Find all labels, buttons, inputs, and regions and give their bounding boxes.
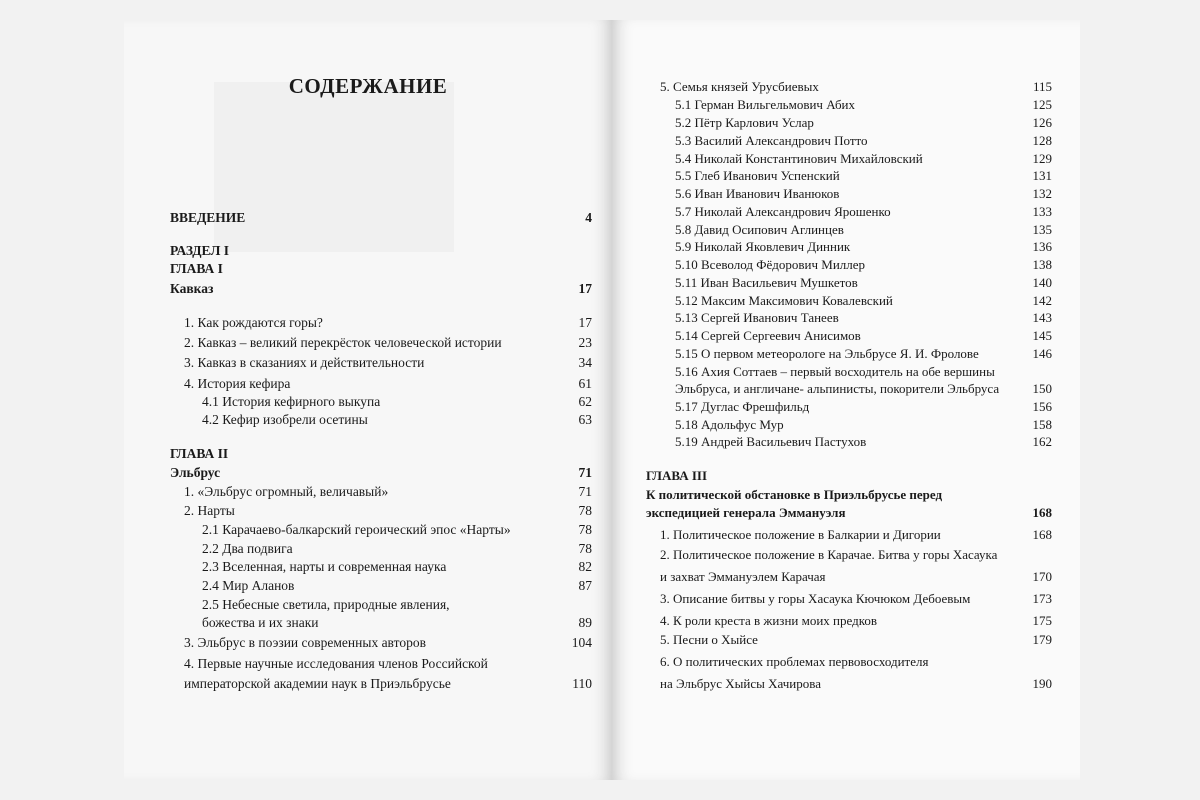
toc-entry-title: 2. Политическое положение в Карачае. Битва у горы Хасаука (660, 547, 998, 562)
toc-entry-title: 3. Эльбрус в поэзии современных авторов (184, 635, 426, 650)
toc-entry-page-number: 179 (1032, 632, 1052, 647)
bleed-through-image (214, 82, 454, 252)
toc-entry-title: Кавказ (170, 281, 214, 296)
toc-entry-title: 5.13 Сергей Иванович Танеев (675, 310, 839, 325)
toc-entry-title: 5.16 Ахия Соттаев – первый восходитель на обе вершины (675, 364, 995, 379)
toc-entry-title: 5.15 О первом метеорологе на Эльбрусе Я. И. Фролове (675, 346, 979, 361)
toc-entry-page-number: 128 (1032, 133, 1052, 148)
toc-entry-page-number: 190 (1032, 676, 1052, 691)
toc-entry-page-number: 71 (578, 465, 592, 480)
toc-entry-page-number: 168 (1032, 527, 1052, 542)
toc-entry-page-number: 146 (1032, 346, 1052, 361)
toc-entry-page-number: 168 (1032, 505, 1052, 520)
toc-entry-title: 5.17 Дуглас Фрешфильд (675, 399, 810, 414)
toc-entry-page-number: 131 (1032, 168, 1052, 183)
toc-entry-page-number: 140 (1032, 275, 1052, 290)
toc-entry-title: К политической обстановке в Приэльбрусье перед (646, 487, 943, 502)
toc-entry-page-number: 78 (578, 522, 592, 537)
toc-entry-title: 5. Песни о Хыйсе (660, 632, 758, 647)
toc-entry-title: 2. Кавказ – великий перекрёсток человеческой истории (184, 335, 502, 350)
toc-entry-page-number: 138 (1032, 257, 1052, 272)
toc-entry-page-number: 63 (578, 412, 592, 427)
toc-entry-page-number: 142 (1032, 293, 1052, 308)
toc-entry-page-number: 17 (578, 281, 592, 296)
toc-entry-title: 5.9 Николай Яковлевич Динник (675, 239, 851, 254)
toc-entry-title: 5.18 Адольфус Мур (675, 417, 784, 432)
toc-entry-title: 5.4 Николай Константинович Михайловский (675, 151, 923, 166)
toc-entry-page-number: 87 (578, 578, 592, 593)
toc-entry-title: 5.6 Иван Иванович Иванюков (675, 186, 840, 201)
toc-entry-title: 4.2 Кефир изобрели осетины (202, 412, 368, 427)
toc-entry-title: РАЗДЕЛ I (170, 243, 230, 258)
toc-entry-page-number: 133 (1032, 204, 1052, 219)
toc-entry-page-number: 89 (578, 615, 592, 630)
left-page (124, 20, 612, 780)
toc-entry-page-number: 61 (578, 376, 592, 391)
toc-entry-title: 5.19 Андрей Васильевич Пастухов (675, 434, 867, 449)
toc-entry-page-number: 62 (578, 394, 592, 409)
toc-entry-title: и захват Эммануэлем Карачая (660, 569, 826, 584)
toc-entry-page-number: 175 (1032, 613, 1052, 628)
toc-entry-page-number: 129 (1032, 151, 1052, 166)
toc-entry-page-number: 78 (578, 541, 592, 556)
toc-entry-title: 4. Первые научные исследования членов Российской (184, 656, 488, 671)
toc-entry-title: ГЛАВА III (646, 468, 708, 483)
toc-entry-title: 2. Нарты (184, 503, 235, 518)
right-page (612, 20, 1080, 780)
toc-entry-title: императорской академии наук в Приэльбрусье (184, 676, 451, 691)
toc-entry-title: Эльбрус (170, 465, 221, 480)
toc-entry-title: 5.5 Глеб Иванович Успенский (675, 168, 840, 183)
toc-entry-title: 2.2 Два подвига (202, 541, 293, 556)
toc-entry-title: 5.1 Герман Вильгельмович Абих (675, 97, 856, 112)
toc-entry-title: 1. Политическое положение в Балкарии и Дигории (660, 527, 941, 542)
toc-entry-page-number: 71 (578, 484, 592, 499)
toc-entry-title: 5.8 Давид Осипович Аглинцев (675, 222, 844, 237)
toc-entry-page-number: 110 (572, 676, 592, 691)
toc-entry-title: 5.7 Николай Александрович Ярошенко (675, 204, 891, 219)
toc-entry-page-number: 150 (1032, 381, 1052, 396)
toc-entry-title: 2.3 Вселенная, нарты и современная наука (202, 559, 447, 574)
toc-entry-page-number: 156 (1032, 399, 1052, 414)
toc-entry-page-number: 170 (1032, 569, 1052, 584)
toc-entry-title: 4. К роли креста в жизни моих предков (660, 613, 878, 628)
toc-entry-page-number: 78 (578, 503, 592, 518)
toc-entry-title: 2.1 Карачаево-балкарский героический эпос «Нарты» (202, 522, 511, 537)
toc-entry-title: 5. Семья князей Урусбиевых (660, 79, 819, 94)
toc-entry-page-number: 145 (1032, 328, 1052, 343)
toc-entry-page-number: 132 (1032, 186, 1052, 201)
toc-entry-title: 5.12 Максим Максимович Ковалевский (675, 293, 893, 308)
toc-entry-page-number: 34 (578, 355, 592, 370)
toc-entry-title: ГЛАВА I (170, 261, 223, 276)
toc-entry-page-number: 143 (1032, 310, 1052, 325)
toc-entry-page-number: 173 (1032, 591, 1052, 606)
toc-entry-page-number: 115 (1032, 79, 1052, 94)
toc-entry-title: 5.10 Всеволод Фёдорович Миллер (675, 257, 866, 272)
toc-entry-page-number: 82 (578, 559, 592, 574)
toc-entry-title: 4.1 История кефирного выкупа (202, 394, 381, 409)
toc-entry-title: 6. О политических проблемах первовосходителя (660, 654, 929, 669)
contents-title: СОДЕРЖАНИЕ (288, 74, 448, 98)
toc-entry-page-number: 125 (1032, 97, 1052, 112)
toc-entry-title: 2.5 Небесные светила, природные явления, (202, 597, 450, 612)
toc-entry-title: 3. Кавказ в сказаниях и действительности (184, 355, 425, 370)
toc-entry-page-number: 135 (1032, 222, 1052, 237)
toc-entry-title: экспедицией генерала Эммануэля (646, 505, 846, 520)
toc-entry-page-number: 104 (571, 635, 592, 650)
toc-entry-page-number: 126 (1032, 115, 1052, 130)
toc-entry-title: 5.2 Пётр Карлович Услар (675, 115, 814, 130)
toc-entry-page-number: 17 (578, 315, 592, 330)
toc-entry-title: 5.14 Сергей Сергеевич Анисимов (675, 328, 861, 343)
toc-entry-page-number: 23 (578, 335, 592, 350)
toc-entry-title: на Эльбрус Хыйсы Хачирова (660, 676, 821, 691)
toc-entry-title: 4. История кефира (184, 376, 291, 391)
toc-entry-title: 5.3 Василий Александрович Потто (675, 133, 868, 148)
toc-entry-title: 1. Как рождаются горы? (184, 315, 323, 330)
toc-entry-title: Эльбруса, и англичане- альпинисты, покорители Эльбруса (675, 381, 1000, 396)
toc-entry-page-number: 4 (585, 210, 592, 225)
toc-entry-title: 5.11 Иван Васильевич Мушкетов (675, 275, 858, 290)
toc-entry-title: 2.4 Мир Аланов (202, 578, 295, 593)
toc-entry-page-number: 158 (1032, 417, 1052, 432)
toc-entry-title: ГЛАВА II (170, 446, 229, 461)
toc-entry-title: божества и их знаки (202, 615, 319, 630)
toc-entry-title: ВВЕДЕНИЕ (170, 210, 246, 225)
toc-entry-page-number: 136 (1032, 239, 1052, 254)
toc-entry-page-number: 162 (1032, 434, 1052, 449)
toc-entry-title: 1. «Эльбрус огромный, величавый» (184, 484, 389, 499)
toc-entry-title: 3. Описание битвы у горы Хасаука Кючюком Дебоевым (660, 591, 971, 606)
